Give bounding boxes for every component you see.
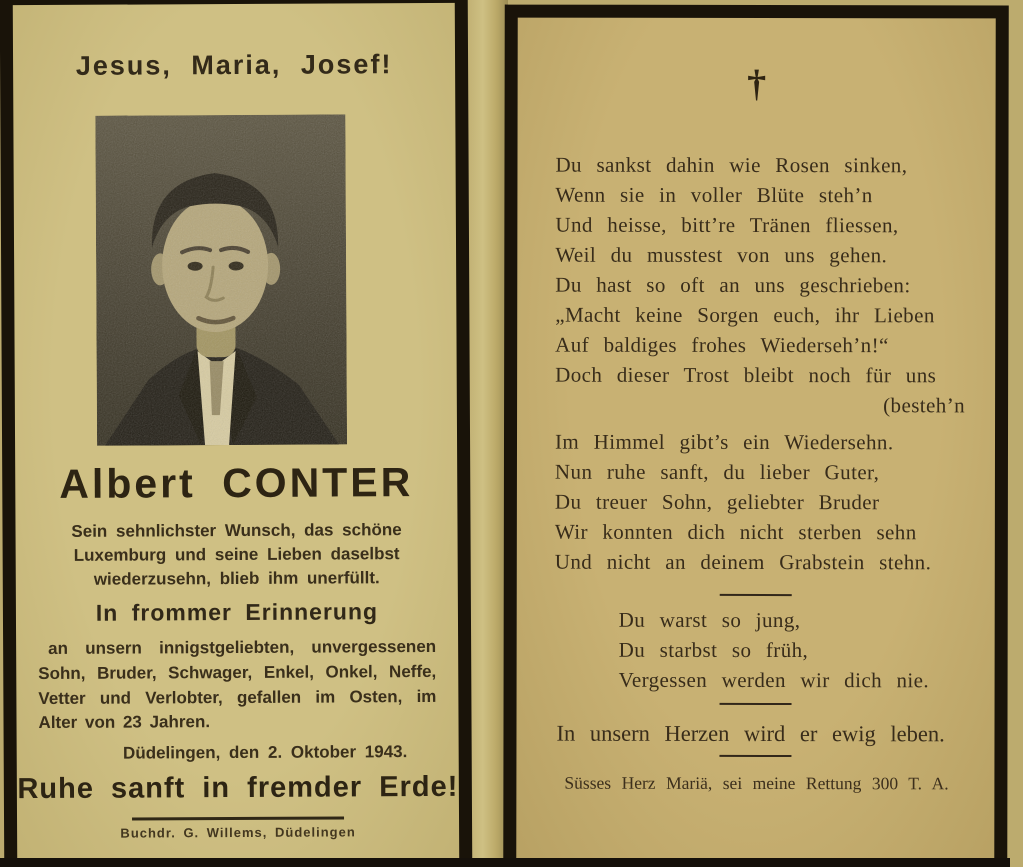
deceased-name: Albert CONTER	[59, 459, 414, 507]
left-closing-line: Ruhe sanft in fremder Erde!	[17, 770, 459, 806]
memory-heading: In frommer Erinnerung	[95, 598, 379, 627]
divider-rule	[719, 755, 791, 757]
stanza-line: Du warst so jung,	[618, 607, 801, 633]
poem-line: Du sankst dahin wie Rosen sinken,	[555, 152, 908, 178]
poem-line: „Macht keine Sorgen euch, ihr Lieben	[555, 302, 935, 328]
dateline: Düdelingen, den 2. Oktober 1943.	[122, 742, 408, 763]
poem-line: Du treuer Sohn, geliebter Bruder	[554, 489, 880, 515]
poem-line: Nun ruhe sanft, du lieber Guter,	[554, 459, 880, 485]
poem-line: Auf baldiges frohes Wiederseh’n!“	[555, 332, 889, 358]
portrait-photo	[95, 114, 347, 445]
left-page-content	[13, 3, 459, 861]
memorial-poem	[517, 150, 996, 578]
printer-imprint: Buchdr. G. Willems, Düdelingen	[120, 824, 356, 841]
card-fold-gap	[466, 0, 508, 867]
divider-rule	[132, 816, 344, 820]
poem-line: Doch dieser Trost bleibt noch für uns	[555, 362, 937, 388]
poem-line: Und heisse, bitt’re Tränen fliessen,	[555, 212, 899, 238]
right-page-content	[516, 18, 995, 867]
stanza-line: Du starbst so früh,	[618, 637, 809, 663]
poem-line: Du hast so oft an uns geschrieben:	[555, 272, 911, 298]
wish-paragraph: Sein sehnlichster Wunsch, das schöne Luxemburg und seine Lieben daselbst wiederzusehn, blieb ihm unerfüllt.	[71, 520, 402, 589]
invocation-heading: Jesus, Maria, Josef!	[75, 49, 393, 81]
divider-rule	[720, 594, 792, 596]
poem-line: Wenn sie in voller Blüte steh’n	[555, 182, 873, 208]
scan-edge	[0, 858, 1010, 867]
poem-line: Wir konnten dich nicht sterben sehn	[554, 519, 917, 545]
portrait-photo-illustration	[95, 114, 347, 445]
poem-overflow-line: (besteh’n	[883, 393, 966, 418]
stanza-line: Vergessen werden wir dich nie.	[618, 667, 930, 693]
prayer-line: Süsses Herz Mariä, sei meine Rettung 300 T. A.	[564, 772, 949, 794]
short-stanza	[517, 605, 995, 696]
poem-line: Weil du musstest von uns gehen.	[555, 242, 888, 268]
right-closing-line: In unsern Herzen wird er ewig leben.	[556, 720, 945, 747]
poem-line: Im Himmel gibt’s ein Wiedersehn.	[554, 429, 894, 455]
poem-line: Und nicht an deinem Grabstein stehn.	[554, 549, 932, 575]
divider-rule	[720, 703, 792, 705]
memory-paragraph: an unsern innigstgeliebten, unvergessenen Sohn, Bruder, Schwager, Enkel, Onkel, Neffe, Vetter und Verlobter, gefallen im Osten, im Alter von 23 Jahren.	[38, 637, 437, 733]
cross-icon: †	[747, 62, 767, 106]
right-page	[503, 5, 1009, 867]
left-page	[0, 0, 472, 867]
